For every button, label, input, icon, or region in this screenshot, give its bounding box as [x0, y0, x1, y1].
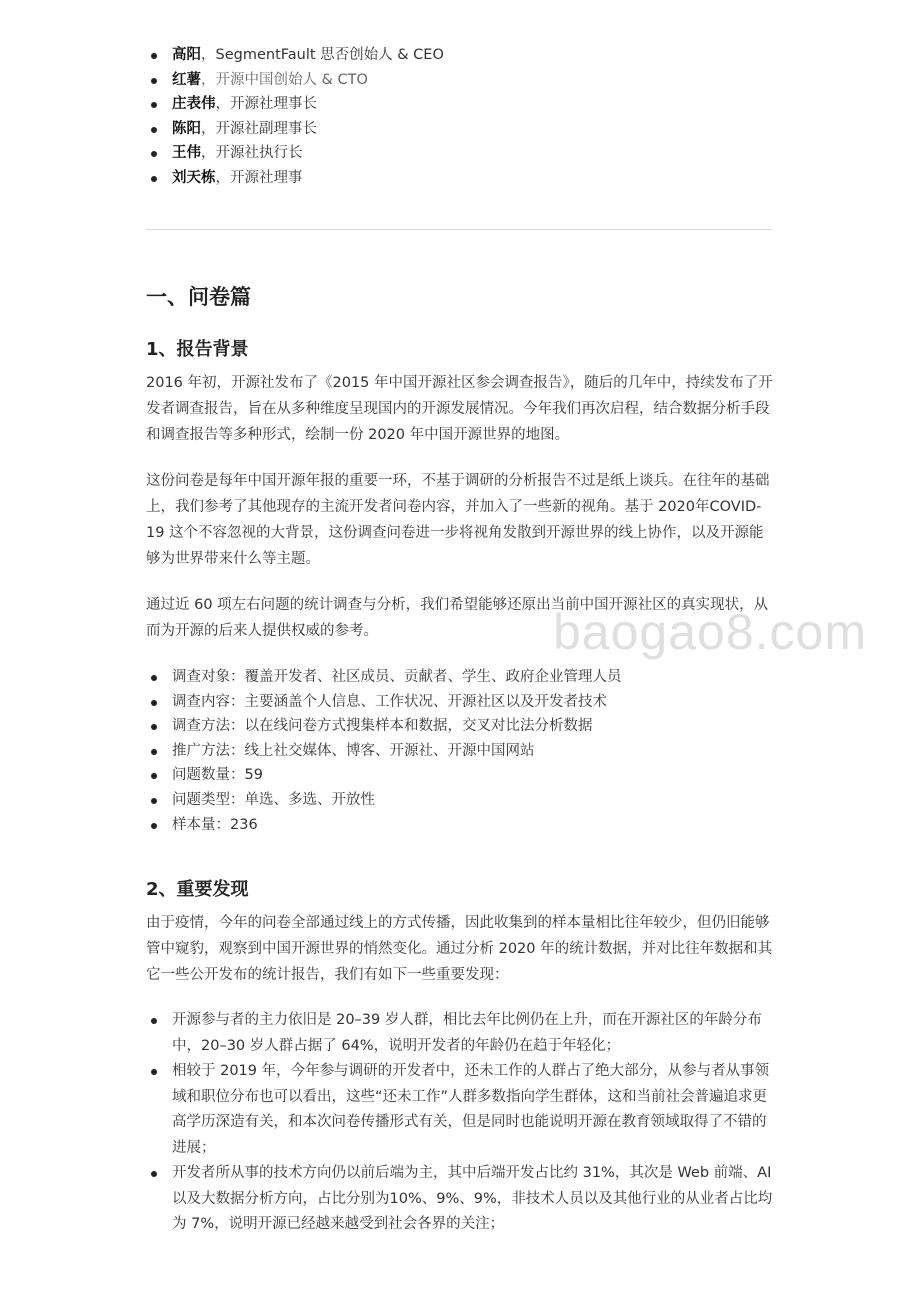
findings-list	[146, 1008, 778, 1238]
background-paragraph-3: 通过近 60 项左右问题的统计调查与分析，我们希望能够还原出当前中国开源社区的真实现状，从而为开源的后来人提供权威的参考。	[146, 597, 769, 639]
person-name: 陈阳	[172, 120, 201, 137]
section-divider	[146, 229, 772, 230]
list-item: 问题类型：单选、多选、开放性	[146, 788, 778, 813]
list-item	[146, 166, 786, 191]
watermark: baogao8.com	[553, 604, 868, 660]
list-item	[146, 117, 786, 142]
background-paragraph-1: 2016 年初，开源社发布了《2015 年中国开源社区参会调查报告》，随后的几年中，持续发布了开发者调查报告，旨在从多种维度呈现国内的开源发展情况。今年我们再次启程，结合数据分析手段和调查报告等多种形式，绘制一份 2020 年中国开源世界的地图。	[146, 375, 773, 443]
person-role: ，开源社理事	[215, 169, 303, 186]
list-item: 调查方法：以在线问卷方式搜集样本和数据，交叉对比法分析数据	[146, 714, 778, 739]
list-item: 样本量：236	[146, 813, 778, 838]
survey-info-list	[146, 665, 778, 837]
list-item: 问题数量：59	[146, 763, 778, 788]
person-name: 高阳	[172, 47, 201, 63]
list-item: 调查内容：主要涵盖个人信息、工作状况、开源社区以及开发者技术	[146, 690, 778, 715]
list-item: 开源参与者的主力依旧是 20–39 岁人群，相比去年比例仍在上升，而在开源社区的年龄分布中，20–30 岁人群占据了 64%，说明开发者的年龄仍在趋于年轻化；	[146, 1008, 778, 1059]
person-name: 红薯	[172, 71, 201, 88]
person-role: ，开源社执行长	[201, 145, 303, 162]
person-name: 刘天栋	[172, 169, 216, 186]
background-heading: 1、报告背景	[146, 339, 249, 360]
section-title: 一、问卷篇	[146, 285, 251, 309]
list-item: 调查对象：覆盖开发者、社区成员、贡献者、学生、政府企业管理人员	[146, 665, 778, 690]
person-role: ，开源社理事长	[215, 96, 317, 113]
person-role: ，开源社副理事长	[201, 120, 317, 137]
sponsor-list	[146, 43, 786, 191]
findings-heading: 2、重要发现	[146, 879, 249, 900]
person-name: 庄表伟	[172, 96, 216, 113]
list-item: 开发者所从事的技术方向仍以前后端为主，其中后端开发占比约 31%，其次是 Web 前端、AI 以及大数据分析方向，占比分别为10%、9%、9%，非技术人员以及其他行业的从业者占比均为 7%，说明开源已经越来越受到社会各界的关注；	[146, 1161, 778, 1238]
list-item	[146, 68, 786, 93]
findings-intro: 由于疫情，今年的问卷全部通过线上的方式传播，因此收集到的样本量相比往年较少，但仍旧能够管中窥豹，观察到中国开源世界的悄然变化。通过分析 2020 年的统计数据，并对比往年数据和其它一些公开发布的统计报告，我们有如下一些重要发现：	[146, 915, 773, 983]
list-item	[146, 92, 786, 117]
list-item: 推广方法：线上社交媒体、博客、开源社、开源中国网站	[146, 739, 778, 764]
list-item	[146, 141, 786, 166]
person-name: 王伟	[172, 145, 201, 162]
list-item	[146, 43, 786, 68]
background-paragraph-2: 这份问卷是每年中国开源年报的重要一环，不基于调研的分析报告不过是纸上谈兵。在往年的基础上，我们参考了其他现存的主流开发者问卷内容，并加入了一些新的视角。基于 2020年COVID-19 这个不容忽视的大背景，这份调查问卷进一步将视角发散到开源世界的线上协作，以及开源能够为世界带来什么等主题。	[146, 473, 770, 567]
list-item: 相较于 2019 年，今年参与调研的开发者中，还未工作的人群占了绝大部分，从参与者从事领域和职位分布也可以看出，这些“还未工作”人群多数指向学生群体，这和当前社会普遍追求更高学历深造有关，和本次问卷传播形式有关，但是同时也能说明开源在教育领域取得了不错的进展；	[146, 1059, 778, 1161]
person-role: ，SegmentFault 思否创始人 & CEO	[201, 47, 444, 63]
person-role: ，开源中国创始人 & CTO	[201, 71, 368, 88]
